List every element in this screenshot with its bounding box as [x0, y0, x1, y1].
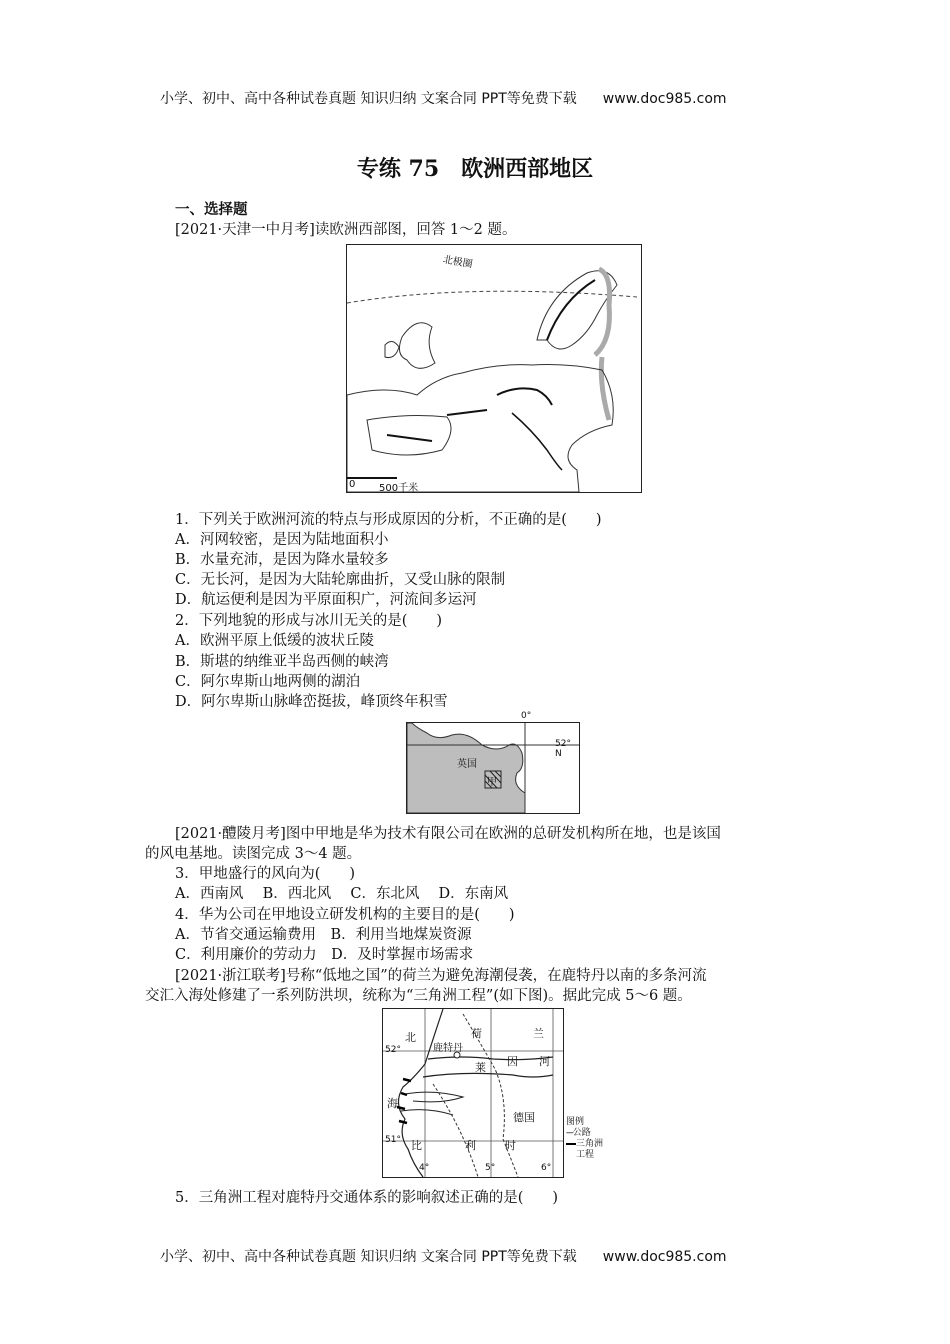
estuary-1 [405, 1092, 463, 1102]
label-sea: 海 [387, 1097, 398, 1110]
question-4-options-1: A．节省交通运输费用 B．利用当地煤炭资源 [175, 927, 472, 943]
arctic-circle-label: 北极圈 [441, 254, 474, 271]
label-lat-52: 52° [385, 1045, 401, 1055]
europe-map-drawing [347, 245, 641, 492]
delta-map-legend [566, 1117, 603, 1161]
map2-lon-label: 0° [521, 711, 532, 721]
label-lon-6: 6° [541, 1163, 552, 1173]
legend-road: ---公路 [566, 1128, 591, 1138]
label-lon-5: 5° [485, 1163, 496, 1173]
britain-map [406, 711, 580, 814]
estuary-2 [401, 1110, 453, 1115]
europe-map [346, 244, 642, 493]
eastern-border-shade [595, 269, 610, 355]
footer-url[interactable]: www.doc985.com [602, 1249, 727, 1265]
legend-road-label: 公路 [572, 1128, 591, 1138]
label-shi: 时 [505, 1139, 516, 1152]
question-1-stem: 1．下列关于欧洲河流的特点与形成原因的分析，不正确的是( ) [175, 512, 602, 528]
legend-delta [566, 1139, 603, 1150]
question-5-stem: 5．三角洲工程对鹿特丹交通体系的影响叙述正确的是( ) [175, 1190, 559, 1206]
question-4-options-2: C．利用廉价的劳动力 D．及时掌握市场需求 [175, 947, 474, 963]
label-lai: 莱 [475, 1061, 486, 1074]
maas-river [423, 1073, 553, 1077]
page-header [160, 88, 727, 108]
label-lat-51: 51° [385, 1135, 401, 1145]
question-4-stem: 4．华为公司在甲地设立研发机构的主要目的是( ) [175, 907, 515, 923]
iberian-range [387, 435, 432, 441]
alps-range [497, 388, 552, 405]
question-1-option-a: A．河网较密，是因为陆地面积小 [175, 532, 389, 548]
intro-1: [2021·天津一中月考]读欧洲西部图，回答 1～2 题。 [175, 222, 517, 238]
question-1-option-b: B．水量充沛，是因为降水量较多 [175, 552, 389, 568]
britain-map-drawing [407, 723, 579, 813]
question-2-option-d: D．阿尔卑斯山脉峰峦挺拔，峰顶终年积雪 [175, 694, 448, 710]
road-2 [433, 1084, 478, 1177]
question-3-stem: 3．甲地盛行的风向为( ) [175, 866, 356, 882]
intro-3-line-2: 交汇入海处修建了一系列防洪坝，统称为“三角洲工程”(如下图)。据此完成 5～6 题。 [145, 988, 692, 1004]
intro-2-line-2: 的风电基地。读图完成 3～4 题。 [145, 846, 362, 862]
header-text: 小学、初中、高中各种试卷真题 知识归纳 文案合同 PPT等免费下载 [160, 91, 577, 107]
legend-title: 图例 [566, 1117, 585, 1127]
label-bi: 比 [411, 1139, 422, 1152]
delta-works-map [382, 1008, 564, 1178]
eastern-border-shade-2 [601, 357, 609, 420]
section-heading: 一、选择题 [175, 201, 248, 218]
rhine-river [428, 1057, 553, 1060]
label-li: 利 [465, 1139, 476, 1152]
question-1-option-c: C．无长河，是因为大陆轮廓曲折，又受山脉的限制 [175, 572, 506, 588]
scandinavian-mountains [547, 280, 595, 340]
label-river: 河 [539, 1055, 550, 1068]
intro-2-line-1: [2021·醴陵月考]图中甲地是华为技术有限公司在欧洲的总研发机构所在地，也是该国 [175, 826, 721, 842]
footer-text: 小学、初中、高中各种试卷真题 知识归纳 文案合同 PPT等免费下载 [160, 1249, 577, 1265]
map2-place-label: 甲 [487, 777, 497, 788]
label-he: 荷 [471, 1027, 482, 1040]
map2-lat-label: 52° N [555, 739, 571, 759]
label-lan: 兰 [533, 1027, 544, 1040]
britain-outline [399, 323, 435, 369]
page-title: 专练 75 欧洲西部地区 [356, 156, 594, 182]
scale-zero: 0 [349, 479, 356, 490]
header-url[interactable]: www.doc985.com [602, 91, 727, 107]
apennines-range [512, 413, 562, 470]
legend-delta-label-1: 三角洲 [576, 1139, 604, 1149]
label-germany: 德国 [513, 1111, 535, 1124]
scale-label: 500千米 [379, 483, 419, 494]
intro-3-line-1: [2021·浙江联考]号称“低地之国”的荷兰为避免海潮侵袭，在鹿特丹以南的多条河流 [175, 968, 707, 984]
page-footer [160, 1246, 727, 1266]
question-1-option-d: D．航运便利是因为平原面积广，河流间多运河 [175, 592, 477, 608]
continent-outline [347, 365, 613, 492]
legend-delta-label-2: 工程 [576, 1150, 595, 1160]
iberia-outline [367, 416, 451, 455]
label-north: 北 [405, 1031, 416, 1044]
question-3-options: A．西南风 B．西北风 C．东北风 D．东南风 [175, 886, 509, 902]
question-2-option-b: B．斯堪的纳维亚半岛西侧的峡湾 [175, 654, 389, 670]
question-2-option-c: C．阿尔卑斯山地两侧的湖泊 [175, 674, 361, 690]
label-lon-4: 4° [419, 1163, 430, 1173]
question-2-option-a: A．欧洲平原上低缓的波状丘陵 [175, 633, 374, 649]
ireland-outline [385, 341, 399, 357]
arctic-circle-line [347, 291, 637, 303]
pyrenees-range [447, 410, 487, 415]
question-2-stem: 2．下列地貌的形成与冰川无关的是( ) [175, 613, 443, 629]
map2-country-label: 英国 [457, 759, 477, 770]
label-rotterdam: 鹿特丹 [433, 1043, 463, 1054]
label-yin: 因 [507, 1055, 518, 1068]
